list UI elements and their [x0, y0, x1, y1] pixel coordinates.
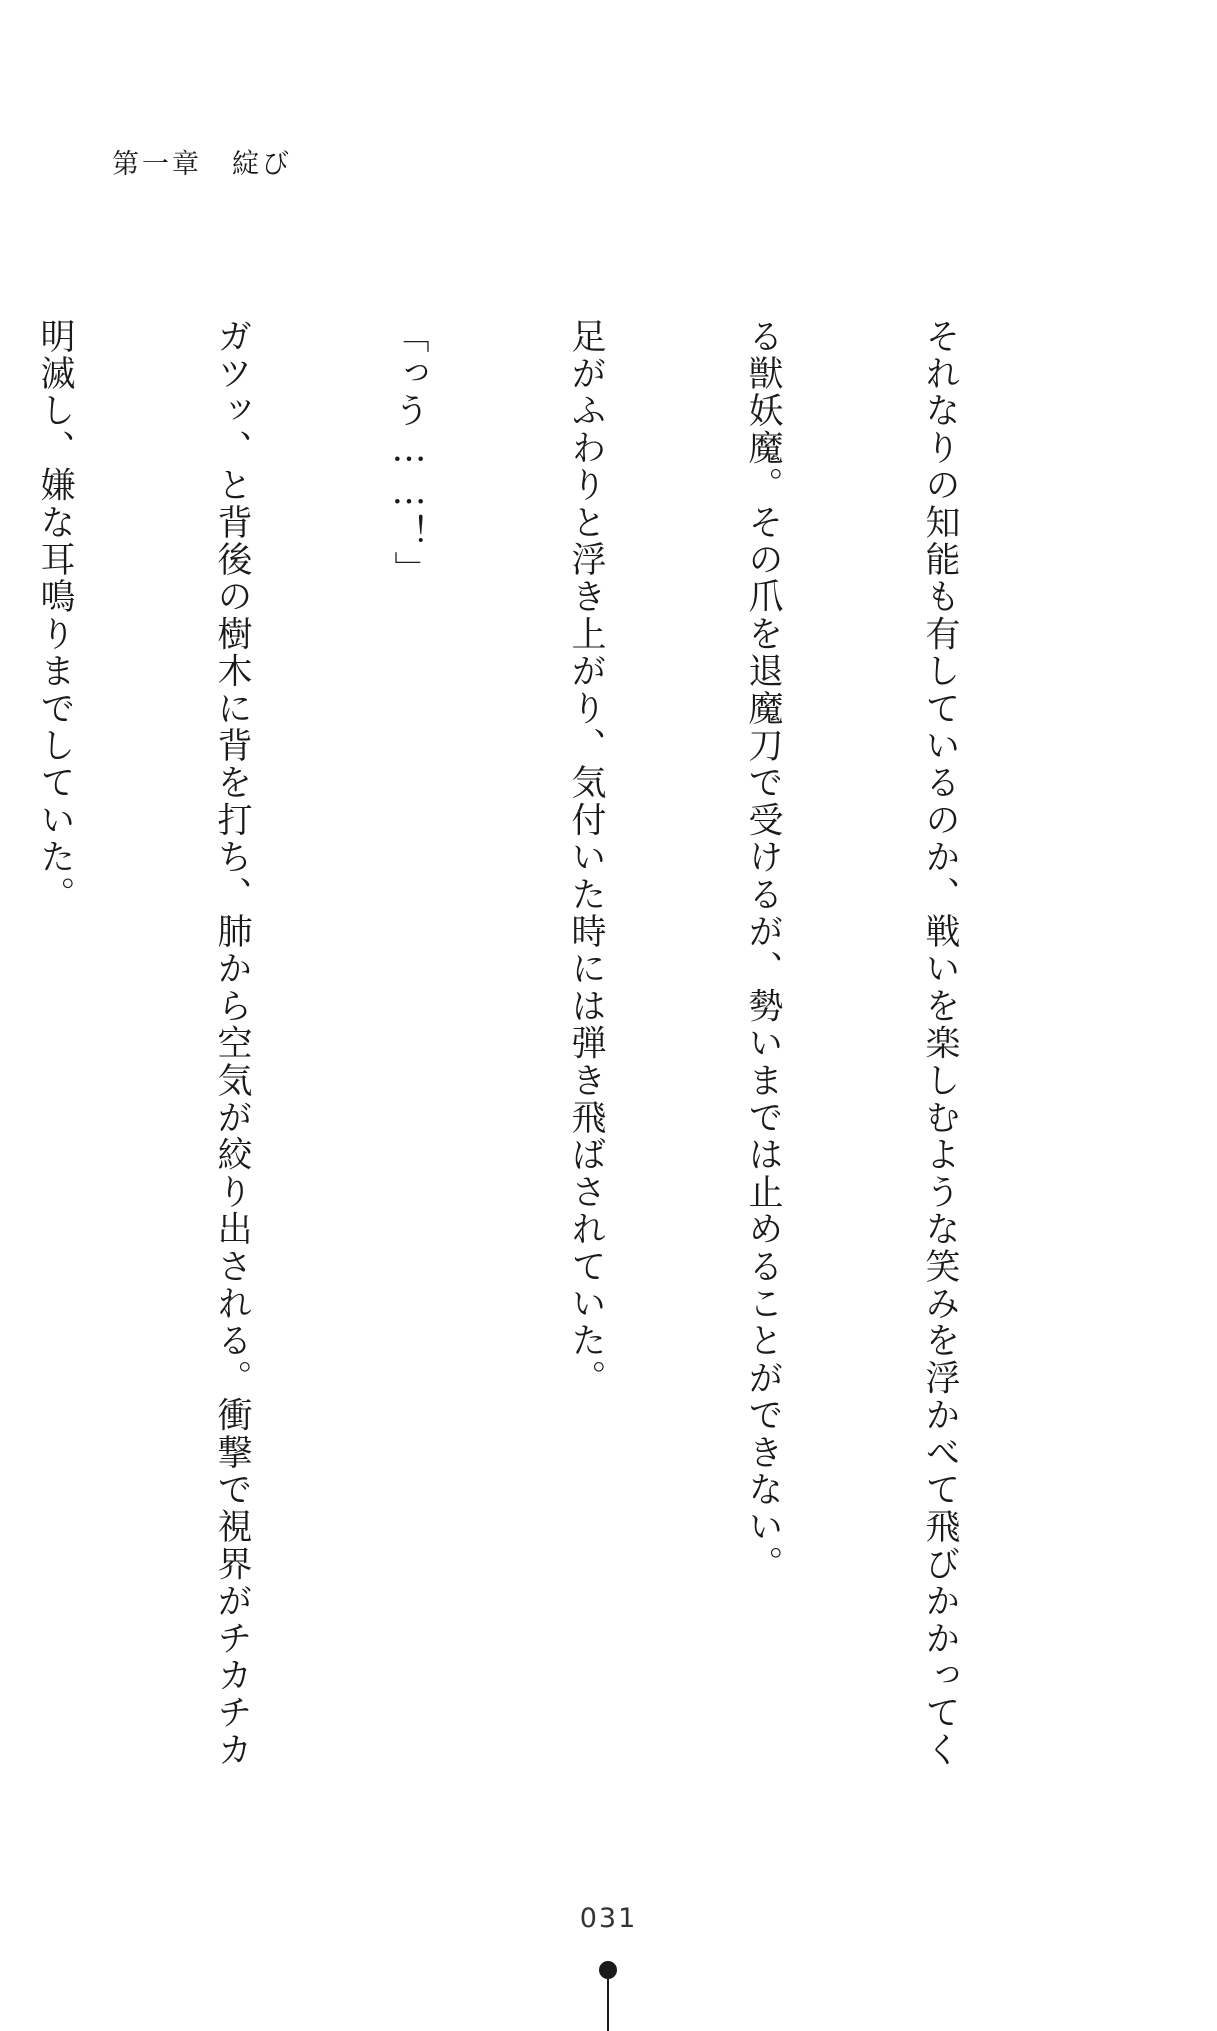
text-line: それなりの知能も有しているのか、戦いを楽しむような笑みを浮かべて飛びかかってく: [920, 318, 960, 1769]
text-line: 明滅し、嫌な耳鳴りまでしていた。: [35, 318, 75, 914]
text-line: る獣妖魔。その爪を退魔刀で受けるが、勢いまでは止めることができない。: [743, 318, 783, 1583]
page-bullet-stem: [607, 1979, 609, 2031]
page-number: 031: [579, 1903, 638, 1934]
chapter-title: 第一章 綻び: [112, 149, 292, 180]
text-line: 「っう……！」: [389, 318, 429, 589]
novel-body-text: [0, 318, 1087, 1769]
text-line: 足がふわりと浮き上がり、気付いた時には弾き飛ばされていた。: [566, 318, 606, 1397]
page-bullet-icon: [599, 1961, 617, 1979]
text-line: ガツッ、と背後の樹木に背を打ち、肺から空気が絞り出される。衝撃で視界がチカチカ: [212, 318, 252, 1769]
